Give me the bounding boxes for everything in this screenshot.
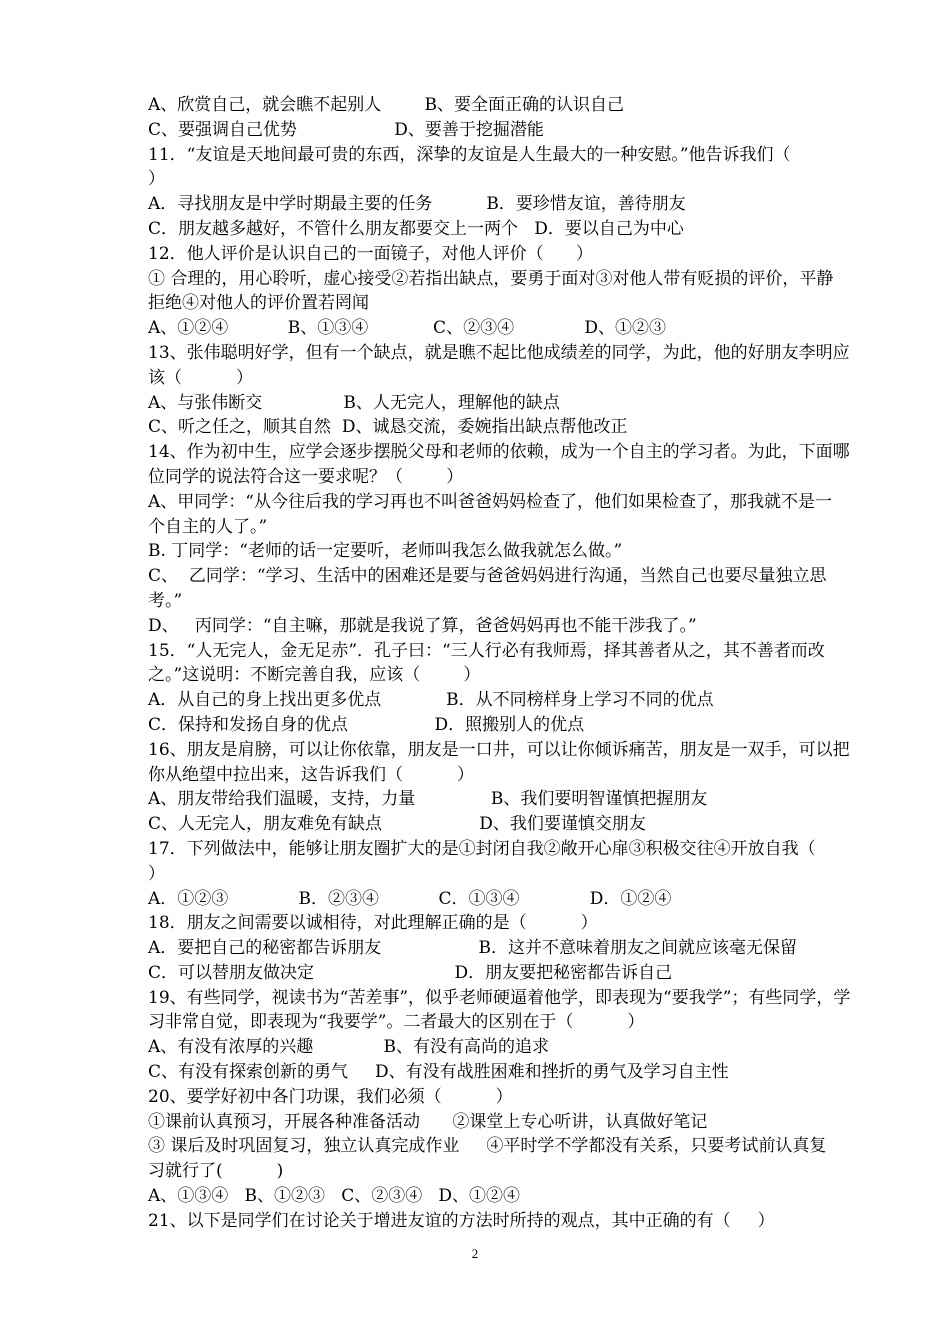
text-line: 考。” — [148, 590, 183, 611]
text-line: ） — [148, 863, 165, 884]
text-line: A、①③④ B、①②③ C、②③④ D、①②④ — [148, 1186, 521, 1207]
text-line: A、①②④ B、①③④ C、②③④ D、①②③ — [148, 318, 666, 339]
text-line: 20、要学好初中各门功课，我们必须（ ） — [148, 1086, 513, 1107]
text-line: ③ 课后及时巩固复习，独立认真完成作业 ④平时学不学都没有关系，只要考试前认真复 — [148, 1136, 827, 1157]
text-line: 个自主的人了。” — [148, 516, 268, 537]
text-line: 17．下列做法中，能够让朋友圈扩大的是①封闭自我②敞开心扉③积极交往④开放自我（ — [148, 838, 816, 859]
text-line: ①课前认真预习，开展各种准备活动 ②课堂上专心听讲，认真做好笔记 — [148, 1111, 708, 1132]
text-line: 19、有些同学，视读书为“苦差事”，似乎老师硬逼着他学，即表现为“要我学”；有些同学，学 — [148, 987, 851, 1008]
text-line: 12．他人评价是认识自己的一面镜子，对他人评价（ ） — [148, 243, 594, 264]
text-line: 习非常自觉，即表现为“我要学”。二者最大的区别在于（ ） — [148, 1012, 645, 1033]
text-line: A．从自己的身上找出更多优点 B．从不同榜样身上学习不同的优点 — [148, 690, 714, 711]
text-line: ① 合理的，用心聆听，虚心接受②若指出缺点，要勇于面对③对他人带有贬损的评价，平静 — [148, 268, 834, 289]
text-line: 18．朋友之间需要以诚相待，对此理解正确的是（ ） — [148, 913, 598, 934]
text-line: A．要把自己的秘密都告诉朋友 B．这并不意味着朋友之间就应该毫无保留 — [148, 938, 798, 959]
text-line: 11．“友谊是天地间最可贵的东西，深挚的友谊是人生最大的一种安慰。”他告诉我们（ — [148, 144, 791, 165]
question-text-block — [148, 93, 908, 1234]
text-line: 之。”这说明：不断完善自我，应该（ ） — [148, 665, 481, 686]
text-line: 你从绝望中拉出来，这告诉我们（ ） — [148, 764, 475, 785]
text-line: A、朋友带给我们温暖，支持，力量 B、我们要明智谨慎把握朋友 — [148, 789, 708, 810]
text-line: C、听之任之，顺其自然 D、诚恳交流，委婉指出缺点帮他改正 — [148, 417, 628, 438]
text-line: 该（ ） — [148, 367, 254, 388]
text-line: C、 乙同学：“学习、生活中的困难还是要与爸爸妈妈进行沟通，当然自己也要尽量独立思 — [148, 566, 827, 587]
text-line: B. 丁同学：“老师的话一定要听，老师叫我怎么做我就怎么做。” — [148, 541, 623, 562]
text-line: 13、张伟聪明好学，但有一个缺点，就是瞧不起比他成绩差的同学，为此，他的好朋友李明应 — [148, 342, 850, 363]
text-line: 14、作为初中生，应学会逐步摆脱父母和老师的依赖，成为一个自主的学习者。为此，下面哪 — [148, 442, 850, 463]
text-line: C．朋友越多越好，不管什么朋友都要交上一两个 D．要以自己为中心 — [148, 218, 684, 239]
text-line: A、与张伟断交 B、人无完人，理解他的缺点 — [148, 392, 560, 413]
text-line: 15．“人无完人，金无足赤”．孔子曰：“三人行必有我师焉，择其善者从之，其不善者而改 — [148, 640, 825, 661]
text-line: 习就行了( ) — [148, 1161, 284, 1182]
text-line: 16、朋友是肩膀，可以让你依靠，朋友是一口井，可以让你倾诉痛苦，朋友是一双手，可以把 — [148, 739, 850, 760]
text-line: C．可以替朋友做决定 D．朋友要把秘密都告诉自己 — [148, 962, 673, 983]
text-line: A、欣赏自己，就会瞧不起别人 B、要全面正确的认识自己 — [148, 95, 624, 115]
text-line: A．寻找朋友是中学时期最主要的任务 B．要珍惜友谊，善待朋友 — [148, 194, 686, 215]
text-line: 拒绝④对他人的评价置若罔闻 — [148, 293, 369, 314]
text-line: A．①②③ B．②③④ C．①③④ D．①②④ — [148, 888, 672, 909]
text-line: D、 丙同学：“自主嘛，那就是我说了算，爸爸妈妈再也不能干涉我了。” — [148, 615, 697, 636]
text-line: C、人无完人，朋友难免有缺点 D、我们要谨慎交朋友 — [148, 814, 646, 835]
text-line: C、有没有探索创新的勇气 D、有没有战胜困难和挫折的勇气及学习自主性 — [148, 1062, 729, 1083]
text-line: C．保持和发扬自身的优点 D．照搬别人的优点 — [148, 714, 585, 735]
text-line: A、甲同学：“从今往后我的学习再也不叫爸爸妈妈检查了，他们如果检查了，那我就不是一 — [148, 491, 832, 512]
text-line: 21、以下是同学们在讨论关于增进友谊的方法时所持的观点，其中正确的有（ ） — [148, 1210, 775, 1231]
text-line: ） — [148, 169, 165, 190]
text-line: A、有没有浓厚的兴趣 B、有没有高尚的追求 — [148, 1037, 550, 1058]
text-line: C、要强调自己优势 D、要善于挖掘潜能 — [148, 119, 544, 140]
text-line: 位同学的说法符合这一要求呢？（ ） — [148, 466, 464, 487]
page-number: 2 — [471, 1246, 479, 1261]
